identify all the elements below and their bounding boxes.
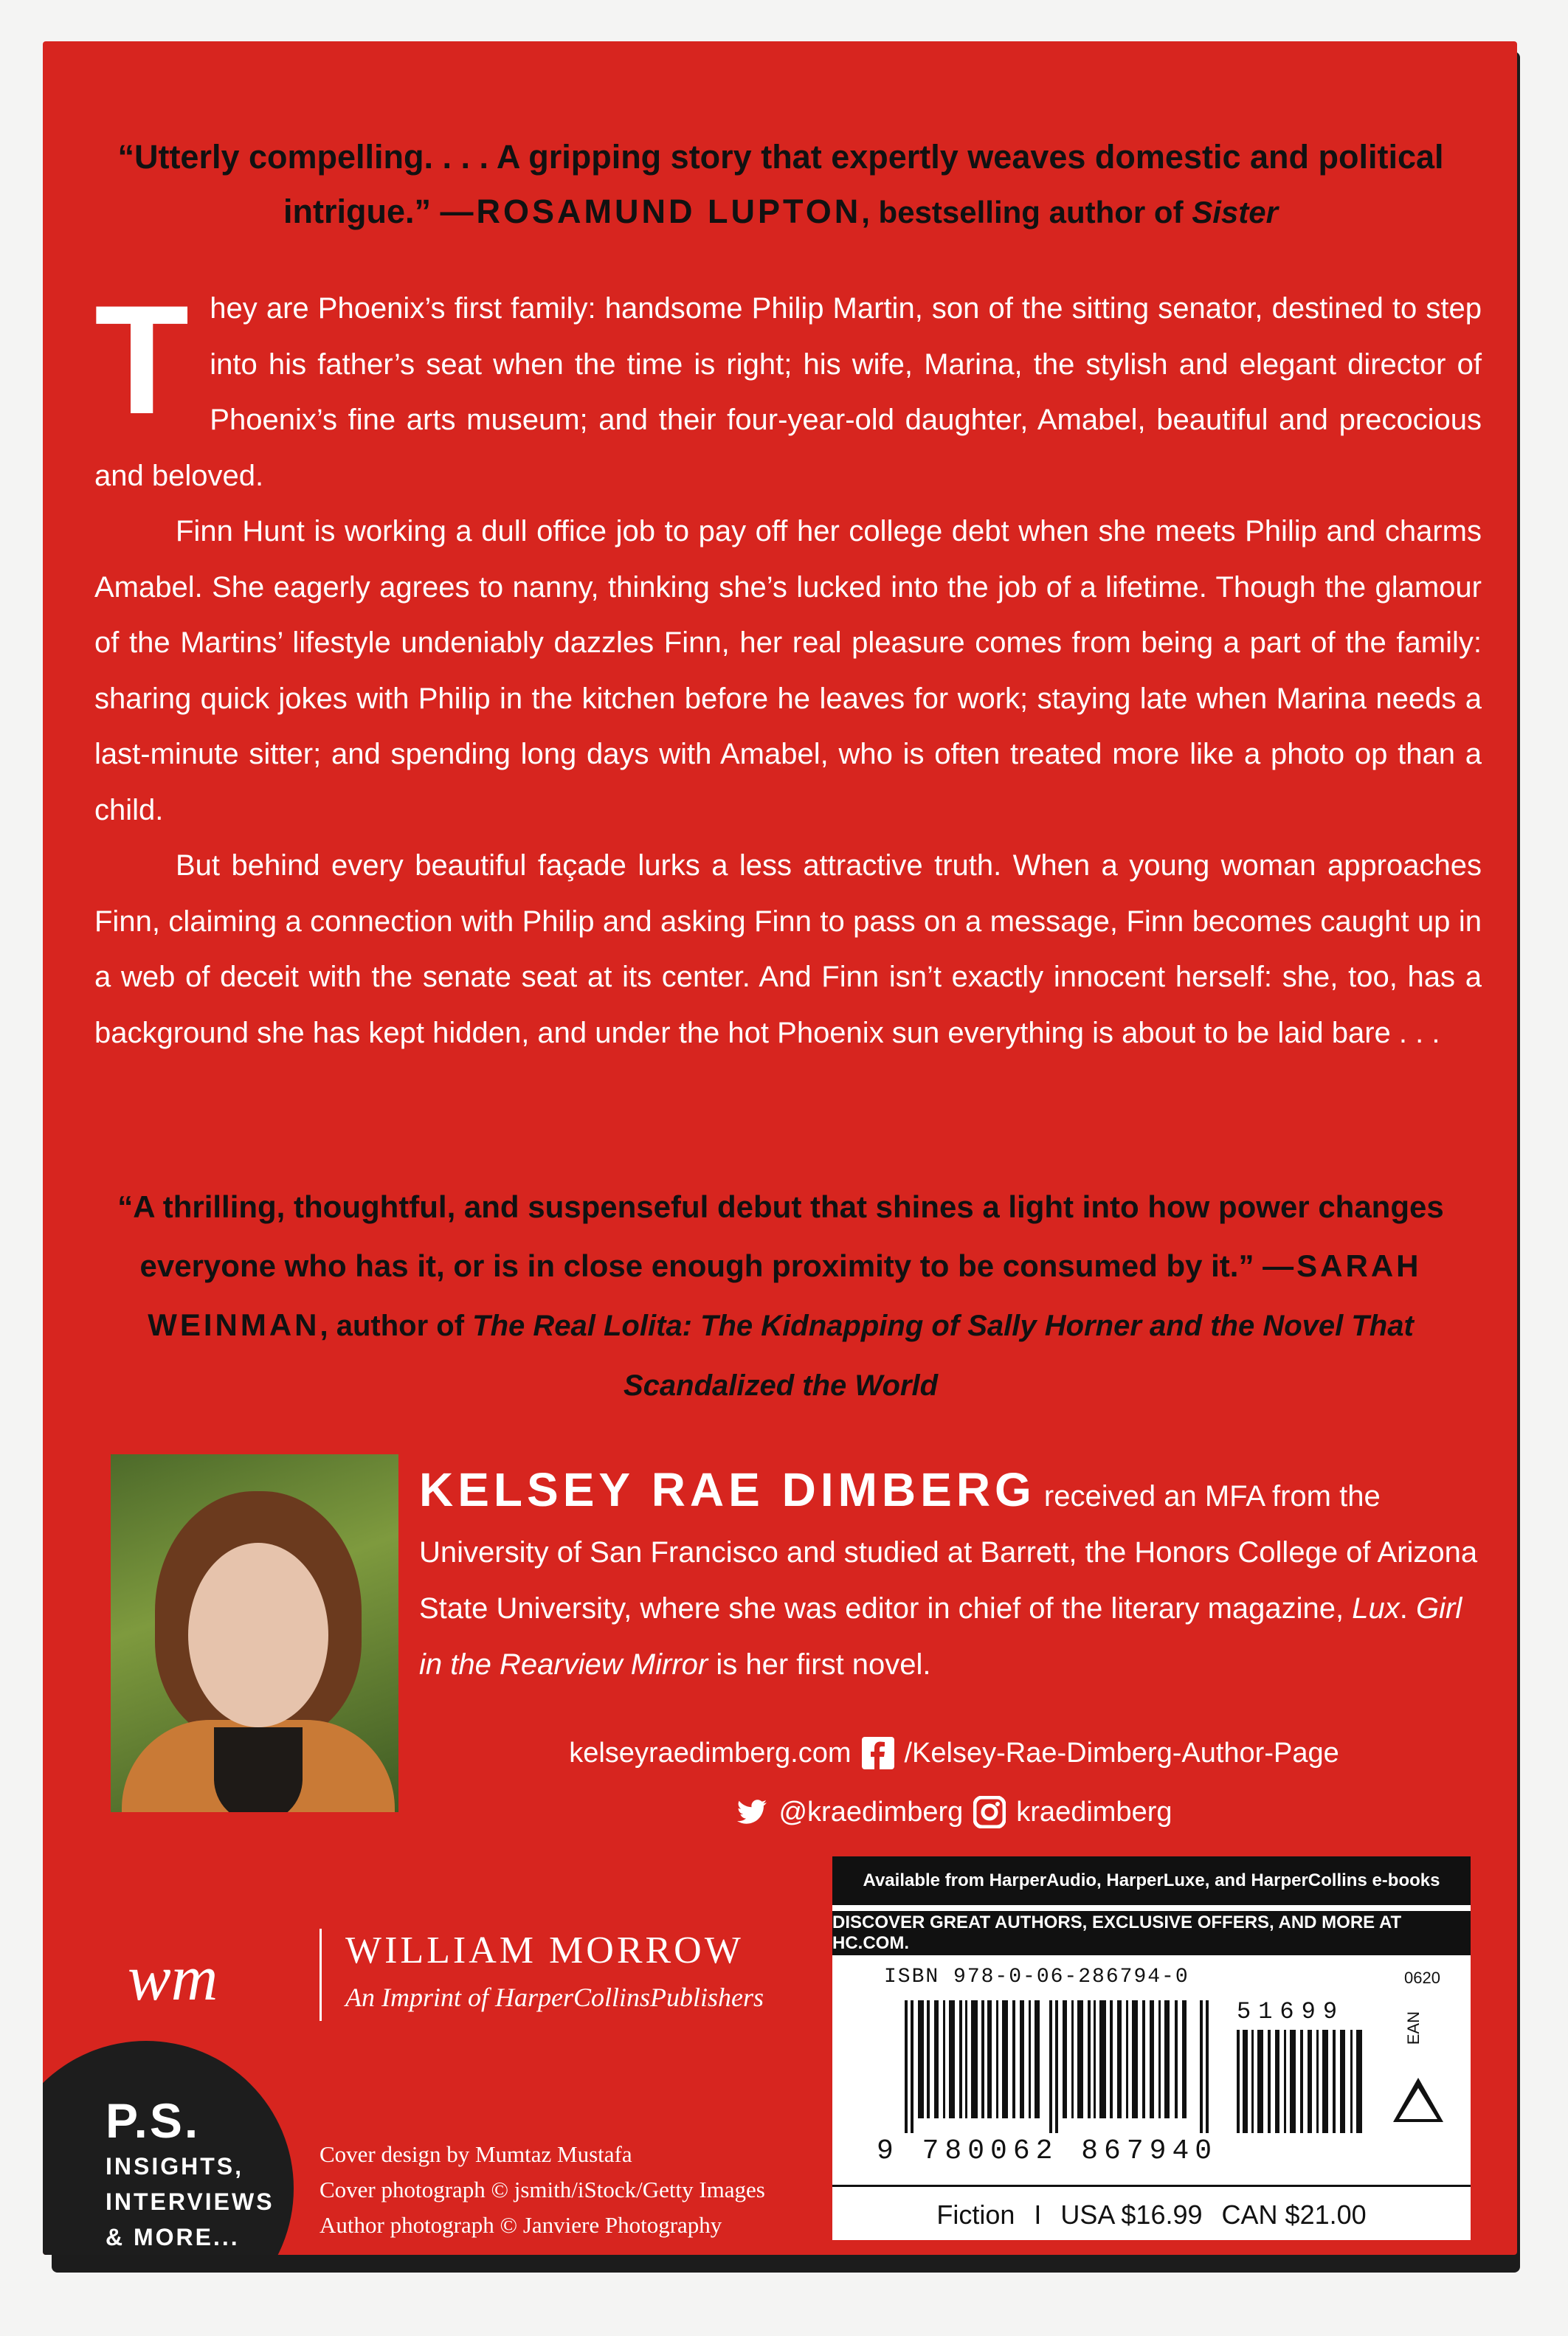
barcode-strip-discover: DISCOVER GREAT AUTHORS, EXCLUSIVE OFFERS, AND MORE AT HC.COM. (832, 1911, 1471, 1955)
price-line (832, 2185, 1471, 2242)
price-can: CAN $21.00 (1221, 2199, 1367, 2230)
barcode-strip-available: Available from HarperAudio, HarperLuxe, and HarperCollins e-books (832, 1856, 1471, 1905)
top-blurb-attribution-desc: , bestselling author of (861, 195, 1192, 229)
publisher-imprint-prefix: An Imprint of HarperCollins (345, 1983, 651, 2012)
synopsis-paragraph-3: But behind every beautiful façade lurks a less attractive truth. When a young woman approaches Finn, claiming a connection with Philip and asking Finn to pass on a message, Finn becomes caught up in a web of deceit with the senate seat at its center. And Finn isn’t exactly innocent herself: she, too, has a background she has kept hidden, and under the hot Phoenix sun everything is about to be laid bare . . . (94, 849, 1482, 1049)
ps-line-3: & MORE... (106, 2224, 240, 2250)
author-book-title: Girl in the Rearview Mirror (419, 1592, 1462, 1681)
top-blurb-attribution-title: Sister (1192, 195, 1278, 229)
ps-badge-text (106, 2093, 274, 2255)
twitter-icon (736, 1796, 768, 1828)
author-shirt (214, 1727, 303, 1812)
bottom-blurb-quote: “A thrilling, thoughtful, and suspenseful debut that shines a light into how power changes everyone who has it, or is in close enough proximity to be consumed by it.” (117, 1189, 1444, 1283)
author-links (419, 1724, 1489, 1842)
author-bio-part-1: received an MFA from the University of San Francisco and studied at Barrett, the Honors College of Arizona State University, where she was editor in chief of the literary magazine, (419, 1480, 1478, 1625)
synopsis (94, 273, 1482, 1061)
bottom-blurb (102, 1178, 1460, 1415)
links-row-1 (419, 1724, 1489, 1783)
price-usa: USA $16.99 (1060, 2199, 1203, 2230)
barcode-bars (905, 2000, 1215, 2133)
synopsis-paragraph-1 (94, 273, 1482, 504)
synopsis-paragraph-1-text: hey are Phoenix’s first family: handsome Philip Martin, son of the sitting senator, destined to step into his father’s seat when the time is right; his wife, Marina, the stylish and elegant director of Phoenix’s fine arts museum; and their four-year-old daughter, Amabel, beautiful and precocious and beloved. (94, 292, 1482, 492)
author-instagram[interactable]: kraedimberg (1016, 1797, 1172, 1828)
ps-title: P.S. (106, 2093, 201, 2148)
facebook-icon (862, 1737, 894, 1769)
author-bio (419, 1462, 1489, 1693)
bottom-blurb-attribution-desc: , author of (320, 1310, 473, 1342)
links-row-2 (419, 1783, 1489, 1842)
bottom-blurb-attribution-title: The Real Lolita: The Kidnapping of Sally Horner and the Novel That Scandalized the World (472, 1310, 1414, 1402)
top-blurb-quote: “Utterly compelling. . . . A gripping story that expertly weaves domestic and political intrigue.” (117, 138, 1444, 230)
price-separator: I (1034, 2199, 1042, 2230)
barcode-code: 0620 (1404, 1969, 1440, 1987)
ean-triangle-inner (1399, 2088, 1437, 2119)
synopsis-paragraph-2: Finn Hunt is working a dull office job to pay off her college debt when she meets Philip and charms Amabel. She eagerly agrees to nanny, thinking she’s lucked into the job of a lifetime. Though the glamour of the Martins’ lifestyle undeniably dazzles Finn, her real pleasure comes from being a part of the family: sharing quick jokes with Philip in the kitchen before he leaves for work; staying late when Marina needs a last-minute sitter; and spending long days with Amabel, who is often treated more like a photo op than a child. (94, 515, 1482, 826)
ean-label: EAN (1404, 2011, 1423, 2045)
barcode-supplement: 51699 (1237, 1998, 1345, 2025)
author-facebook[interactable]: /Kelsey-Rae-Dimberg-Author-Page (904, 1738, 1339, 1769)
credit-author-photo: Author photograph © Janviere Photography (320, 2212, 722, 2238)
publisher-name: WILLIAM MORROW (345, 1929, 744, 1972)
book-back-cover (43, 41, 1517, 2255)
author-face (188, 1543, 328, 1727)
drop-cap: T (94, 273, 190, 446)
barcode-box (832, 1856, 1471, 2240)
barcode-supplement-bars (1237, 2030, 1366, 2133)
publisher-imprint-suffix: Publishers (650, 1983, 764, 2012)
isbn-text: ISBN 978-0-06-286794-0 (884, 1966, 1189, 1988)
publisher-imprint (345, 1982, 764, 2013)
category: Fiction (936, 2199, 1015, 2230)
top-blurb-attribution-name: —ROSAMUND LUPTON (440, 193, 862, 230)
credits (320, 2137, 765, 2243)
ps-line-2: INTERVIEWS (106, 2188, 274, 2215)
author-bio-part-3: is her first novel. (708, 1648, 931, 1681)
author-photo (111, 1454, 398, 1812)
author-twitter[interactable]: @kraedimberg (778, 1797, 964, 1828)
credit-cover-design: Cover design by Mumtaz Mustafa (320, 2141, 632, 2167)
publisher-logo: wm (128, 1943, 218, 2014)
bottom-blurb-attribution-name: —SARAH WEINMAN (148, 1248, 1422, 1342)
instagram-icon (973, 1796, 1006, 1828)
author-website[interactable]: kelseyraedimberg.com (569, 1738, 852, 1769)
author-bio-part-2: . (1399, 1592, 1417, 1625)
author-name: KELSEY RAE DIMBERG (419, 1463, 1036, 1516)
author-magazine: Lux (1352, 1592, 1400, 1625)
top-blurb (109, 130, 1452, 240)
ps-line-1: INSIGHTS, (106, 2153, 244, 2180)
publisher-divider (320, 1929, 322, 2021)
publisher-block (128, 1923, 792, 2026)
credit-cover-photo: Cover photograph © jsmith/iStock/Getty Images (320, 2177, 765, 2202)
barcode-digits: 9 780062 867940 (877, 2135, 1218, 2167)
